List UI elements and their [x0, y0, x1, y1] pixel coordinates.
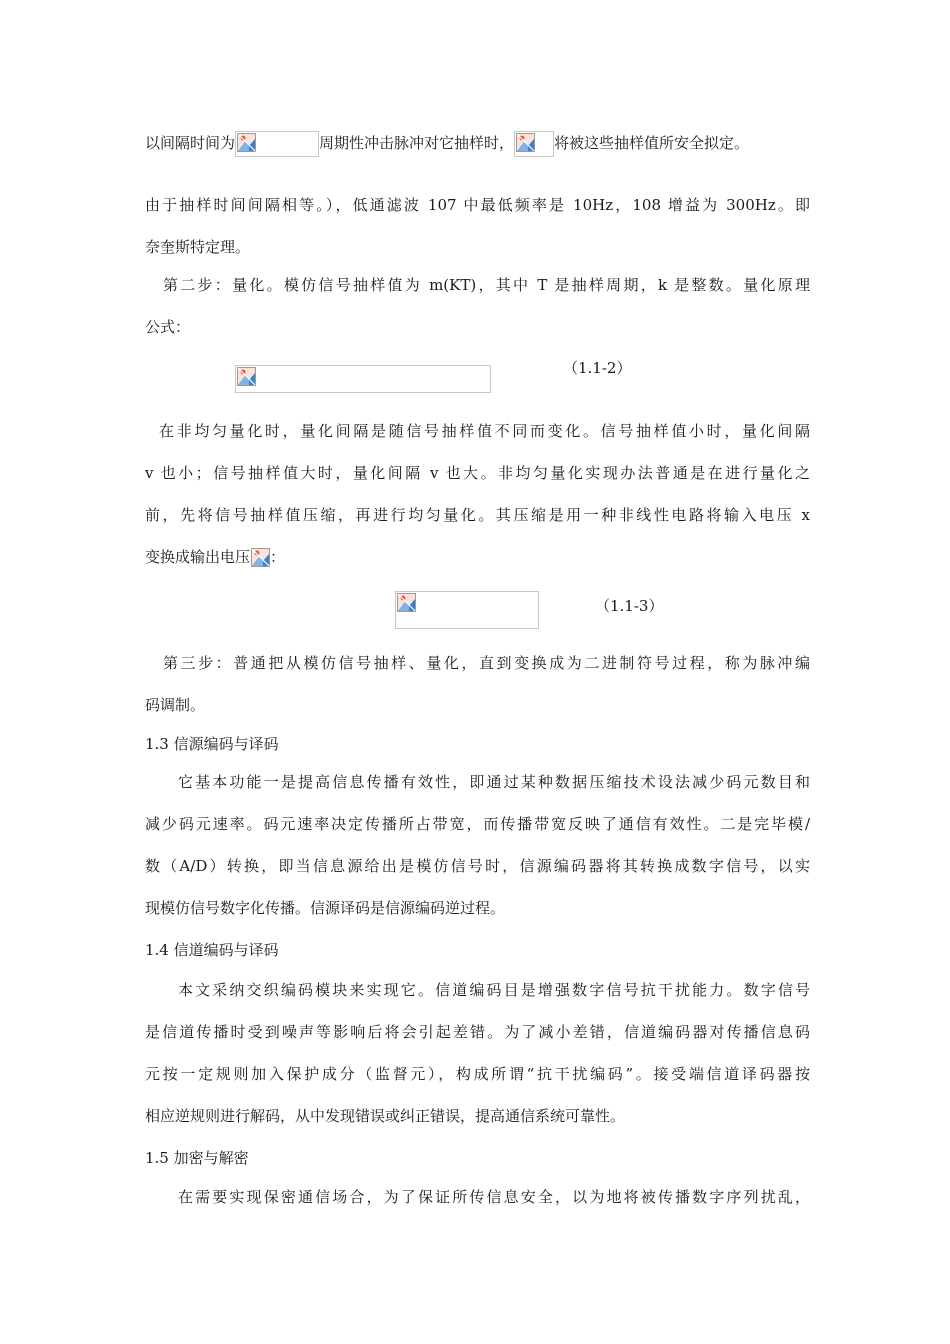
formula-image-placeholder [514, 131, 554, 157]
equation-number: （1.1-2） [563, 359, 632, 377]
text-line: 由于抽样时间间隔相等。），低通滤波 107 中最低频率是 10Hz，108 增益为 300Hz。即 [145, 196, 810, 214]
text-segment: 周期性冲击脉冲对它抽样时， [319, 134, 515, 152]
text-line: 减少码元速率。码元速率决定传播所占带宽，而传播带宽反映了通信有效性。二是完毕模/ [145, 815, 810, 833]
paragraph-nyquist [145, 184, 810, 268]
text-line: 公式： [145, 318, 191, 336]
broken-image-icon [237, 367, 256, 386]
text-segment: ： [270, 548, 286, 566]
text-line: 在非均匀量化时，量化间隔是随信号抽样值不同而变化。信号抽样值小时，量化间隔 [159, 422, 810, 440]
equation-image-placeholder [235, 365, 491, 393]
text-line: 它基本功能一是提高信息传播有效性，即通过某种数据压缩技术设法减少码元数目和 [178, 773, 810, 791]
paragraph-quantization [145, 264, 810, 348]
text-line: 是信道传播时受到噪声等影响后将会引起差错。为了减小差错，信道编码器对传播信息码 [145, 1023, 810, 1041]
paragraph-pcm [145, 642, 810, 726]
broken-image-icon [516, 133, 535, 152]
equation-image-placeholder [395, 591, 539, 629]
text-line: 现模仿信号数字化传播。信源译码是信源编码逆过程。 [145, 899, 506, 917]
text-line [145, 536, 810, 578]
text-line: 本文采纳交织编码模块来实现它。信道编码目是增强数字信号抗干扰能力。数字信号 [178, 981, 810, 999]
broken-image-icon [397, 593, 416, 612]
broken-image-icon [237, 133, 256, 152]
text-segment: 将被这些抽样值所安全拟定。 [554, 134, 750, 152]
text-segment: 变换成输出电压 [145, 548, 251, 566]
text-line: 第二步：量化。模仿信号抽样值为 m(KT)，其中 T 是抽样周期，k 是整数。量化原理 [163, 276, 810, 294]
text-line: v 也小；信号抽样值大时，量化间隔 v 也大。非均匀量化实现办法普通是在进行量化之 [145, 464, 810, 482]
formula-image-placeholder [250, 547, 270, 569]
section-heading-1-4: 1.4 信道编码与译码 [145, 941, 279, 959]
text-line: 相应逆规则进行解码，从中发现错误或纠正错误，提高通信系统可靠性。 [145, 1107, 626, 1125]
paragraph-encryption [145, 1176, 810, 1218]
text-line: 元按一定规则加入保护成分（监督元），构成所谓“抗干扰编码”。接受端信道译码器按 [145, 1065, 810, 1083]
text-line: 数（A/D）转换，即当信息源给出是模仿信号时，信源编码器将其转换成数字信号，以实 [145, 857, 810, 875]
section-heading-1-3: 1.3 信源编码与译码 [145, 735, 279, 753]
text-line: 前，先将信号抽样值压缩，再进行均匀量化。其压缩是用一种非线性电路将输入电压 x [145, 506, 810, 524]
text-line: 第三步：普通把从模仿信号抽样、量化，直到变换成为二进制符号过程，称为脉冲编 [163, 654, 810, 672]
broken-image-icon [251, 548, 270, 567]
paragraph-channel-coding [145, 969, 810, 1137]
paragraph-source-coding [145, 761, 810, 929]
paragraph-sampling-intro [145, 122, 810, 164]
formula-image-placeholder [235, 131, 319, 157]
text-line: 在需要实现保密通信场合，为了保证所传信息安全，以为地将被传播数字序列扰乱， [178, 1188, 810, 1206]
equation-number: （1.1-3） [595, 597, 664, 615]
text-line: 码调制。 [145, 696, 206, 714]
text-line: 奈奎斯特定理。 [145, 238, 251, 256]
section-heading-1-5: 1.5 加密与解密 [145, 1149, 249, 1167]
paragraph-nonuniform-quantization [145, 410, 810, 578]
text-segment: 以间隔时间为 [145, 134, 236, 152]
